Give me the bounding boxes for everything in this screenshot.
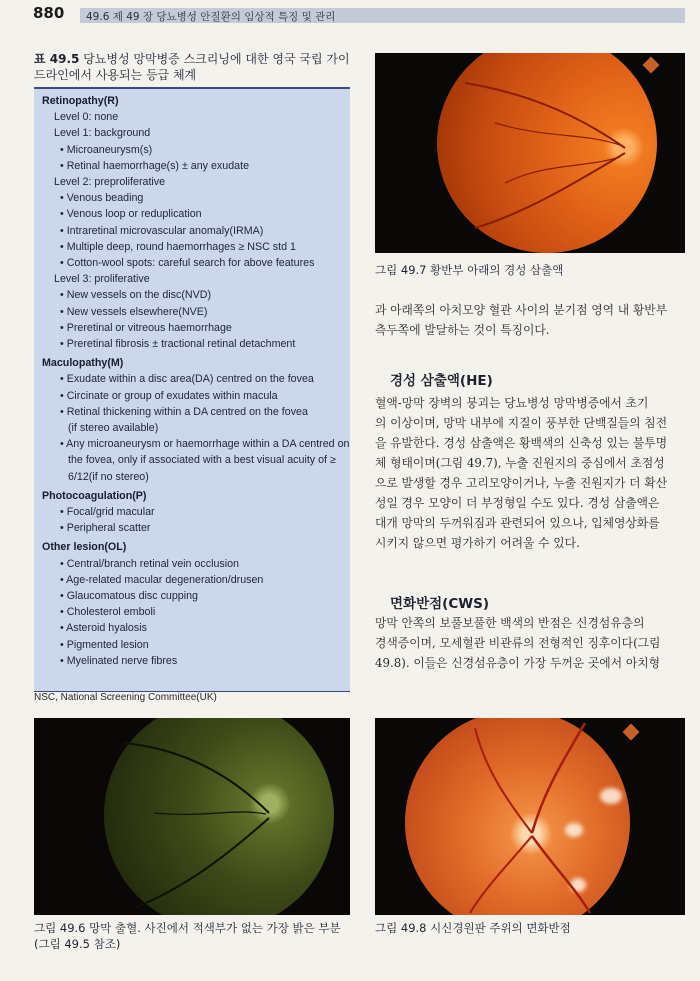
text-line: 시키지 않으면 평가하기 어려울 수 있다. (375, 536, 580, 550)
table-line: • Cholesterol emboli (60, 606, 156, 619)
page-number: 880 (33, 4, 65, 22)
text-line: 망막 안쪽의 보풀보풀한 백색의 반점은 신경섬유층의 (375, 616, 645, 630)
table-line: • Age-related macular degeneration/drusen (60, 573, 264, 586)
figure-caption-49-6-line2: (그림 49.5 참조) (34, 937, 121, 951)
figure-caption-49-6 (34, 920, 341, 952)
section-title-hard-exudates: 경성 삼출액(HE) (390, 373, 493, 389)
table-line: • Myelinated nerve fibres (60, 654, 178, 667)
table-section-heading: Other lesion(OL) (42, 541, 127, 554)
table-line: Level 2: preproliferative (54, 176, 166, 188)
table-line: • Intraretinal microvascular anomaly(IRMA) (60, 224, 264, 237)
text-line: 과 아래쪽의 아치모양 혈관 사이의 분기점 영역 내 황반부 (375, 303, 668, 317)
text-line: 의 이상이며, 망막 내부에 지질이 풍부한 단백질들의 침전 (375, 416, 668, 430)
table-line: • New vessels on the disc(NVD) (60, 289, 212, 302)
table-line: • Venous beading (60, 192, 144, 205)
table-section-heading: Retinopathy(R) (42, 95, 119, 107)
table-line: • Central/branch retinal vein occlusion (60, 557, 239, 570)
table-line: • Preretinal or vitreous haemorrhage (60, 321, 232, 334)
text-line: 체 형태이며(그림 49.7), 누출 진원지의 중심에서 초점성 (375, 456, 665, 470)
section-title-cotton-wool-spots: 면화반점(CWS) (390, 596, 490, 612)
table-line: • Cotton-wool spots: careful search for above features (60, 257, 315, 269)
table-line: • Focal/grid macular (60, 506, 155, 518)
hard-exudates-paragraph (375, 393, 687, 553)
figure-caption-49-8: 그림 49.8 시신경원판 주위의 면화반점 (375, 921, 571, 935)
table-line: • Pigmented lesion (60, 638, 149, 651)
fundus-photo-hard-exudates (375, 53, 685, 253)
table-line: • Venous loop or reduplication (60, 208, 202, 221)
retinal-vessels (34, 718, 350, 915)
table-line: • Any microaneurysm or haemorrhage within a DA centred on (60, 438, 350, 451)
table-line: • Exudate within a disc area(DA) centred on the fovea (60, 373, 314, 386)
fundus-photo-retinal-haemorrhage (34, 718, 350, 915)
table-line: (if stereo available) (68, 422, 159, 434)
text-line: 을 유발한다. 경성 삼출액은 황백색의 신축성 있는 불투명 (375, 436, 668, 450)
retinal-vessels (375, 718, 685, 915)
table-caption-text: 당뇨병성 망막병증 스크리닝에 대한 영국 국립 가이드라인에서 사용되는 등급 체계 (34, 52, 350, 82)
grading-table (34, 87, 350, 692)
table-line: • New vessels elsewhere(NVE) (60, 305, 208, 318)
figure-caption-49-7: 그림 49.7 황반부 아래의 경성 삼출액 (375, 263, 564, 277)
running-title: 49.6 제 49 장 당뇨병성 안질환의 임상적 특징 및 관리 (86, 11, 336, 23)
table-line: • Retinal haemorrhage(s) ± any exudate (60, 159, 250, 172)
table-line: • Preretinal fibrosis ± tractional retinal detachment (60, 338, 296, 350)
text-line: 혈액-망막 장벽의 붕괴는 당뇨병성 망막병증에서 초기 (375, 396, 649, 410)
cotton-wool-spots-paragraph (375, 613, 687, 673)
table-line: • Asteroid hyalosis (60, 622, 147, 635)
table-line: Level 0: none (54, 111, 119, 124)
fundus-photo-cotton-wool-spots (375, 718, 685, 915)
table-caption-label: 표 49.5 (34, 52, 80, 66)
table-line: 6/12(if no stereo) (68, 470, 149, 483)
text-line: 으로 발생할 경우 고리모양이거나, 누출 진원지가 더 확산 (375, 476, 668, 490)
text-line: 대개 망막의 두꺼워짐과 관련되어 있으나, 입체영상화를 (375, 516, 660, 530)
table-line: • Microaneurysm(s) (60, 143, 153, 156)
table-section-heading: Photocoagulation(P) (42, 489, 147, 502)
table-section-heading: Maculopathy(M) (42, 357, 124, 370)
table-line: • Multiple deep, round haemorrhages ≥ NSC std 1 (60, 240, 296, 253)
table-line: • Peripheral scatter (60, 522, 151, 535)
table-line: Level 3: proliferative (54, 273, 150, 286)
table-caption (34, 51, 354, 83)
text-line: 49.8). 이들은 신경섬유층이 가장 두꺼운 곳에서 아치형 (375, 656, 661, 670)
table-line: • Circinate or group of exudates within macula (60, 389, 278, 402)
table-line: Level 1: background (54, 127, 151, 140)
intro-paragraph (375, 300, 687, 340)
text-line: 측두쪽에 발달하는 것이 특징이다. (375, 323, 550, 337)
text-line: 성일 경우 모양이 더 부정형일 수도 있다. 경성 삼출액은 (375, 496, 660, 510)
table-line: the fovea, only if associated with a best visual acuity of ≥ (68, 454, 336, 467)
table-line: • Glaucomatous disc cupping (60, 590, 199, 602)
retinal-vessels (375, 53, 685, 253)
table-footnote: NSC, National Screening Committee(UK) (34, 692, 217, 703)
figure-caption-49-6-line1: 그림 49.6 망막 출혈. 사진에서 적색부가 없는 가장 밝은 부분 (34, 921, 341, 935)
table-line: • Retinal thickening within a DA centred on the fovea (60, 405, 308, 418)
text-line: 경색증이며, 모세혈관 비관류의 전형적인 징후이다(그림 (375, 636, 661, 650)
